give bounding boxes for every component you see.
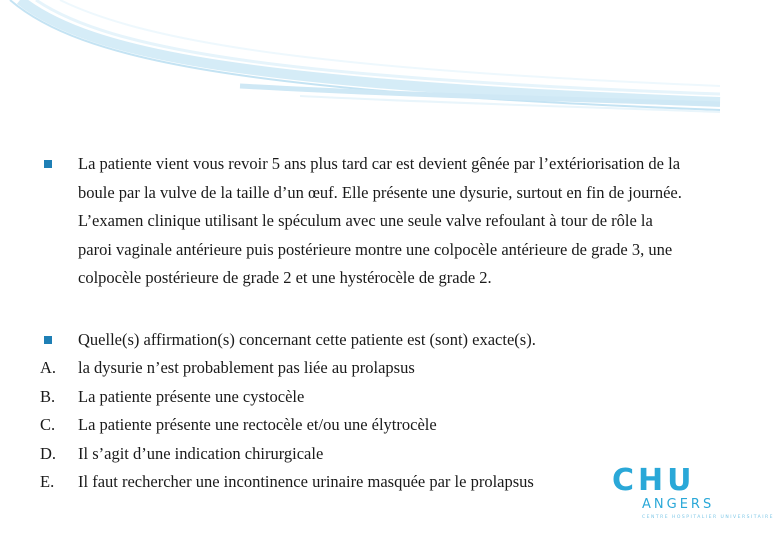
- option-letter: E.: [40, 472, 55, 491]
- logo-city-text: ANGERS: [642, 497, 715, 512]
- option-letter: A.: [40, 358, 57, 377]
- logo-tagline: CENTRE HOSPITALIER UNIVERSITAIRE: [642, 515, 774, 520]
- option-letter: D.: [40, 443, 57, 463]
- option-text: Il s’agit d’une indication chirurgicale: [78, 443, 324, 463]
- option-e: [40, 468, 690, 497]
- bullet-marker: [40, 326, 78, 355]
- case-paragraph: [40, 150, 690, 293]
- option-text: La patiente présente une cystocèle: [78, 386, 305, 406]
- square-bullet-icon: [44, 160, 52, 168]
- question-paragraph: [40, 326, 690, 355]
- option-text: La patiente présente une rectocèle et/ou une élytrocèle: [78, 415, 437, 434]
- option-letter: B.: [40, 386, 56, 406]
- option-b: [40, 383, 690, 412]
- option-d: [40, 440, 690, 469]
- option-a: [40, 354, 690, 383]
- logo-chu-text: CHU: [612, 463, 696, 498]
- bullet-marker: [40, 150, 78, 293]
- chu-angers-logo: [612, 463, 774, 536]
- option-text: Il faut rechercher une incontinence urinaire masquée par le prolapsus: [78, 472, 534, 491]
- square-bullet-icon: [44, 336, 52, 344]
- option-text: la dysurie n’est probablement pas liée au prolapsus: [78, 358, 415, 377]
- header-swoosh-decoration: [0, 0, 720, 120]
- slide-content: [40, 150, 690, 497]
- option-c: [40, 411, 690, 440]
- option-letter: C.: [40, 415, 56, 434]
- question-text: Quelle(s) affirmation(s) concernant cette patiente est (sont) exacte(s).: [78, 329, 536, 349]
- case-text: La patiente vient vous revoir 5 ans plus tard car est devient gênée par l’extériorisation de la boule par la vulve de la taille d’un œuf. Elle présente une dysurie, surtout en fin de journée. L’examen clinique utilisant le spéculum avec une seule valve refoulant à tour de rôle la paroi vaginale antérieure puis postérieure montre une colpocèle antérieure de grade 3, une colpocèle postérieure de grade 2 et une hystérocèle de grade 2.: [78, 154, 682, 287]
